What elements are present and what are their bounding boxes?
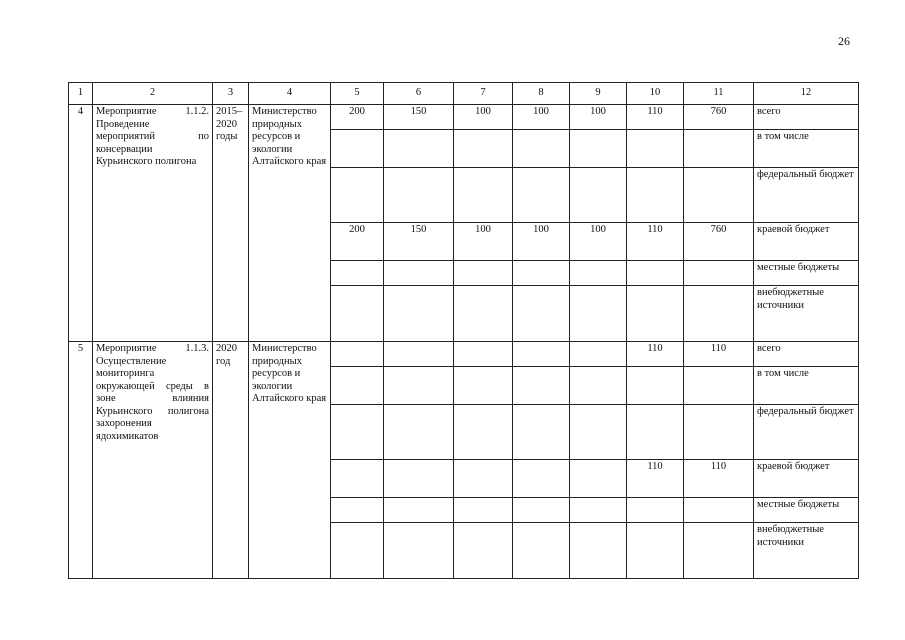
- table-row: [69, 342, 859, 367]
- activity-term: 2020 год: [213, 342, 249, 579]
- value-cell: 110: [684, 342, 754, 367]
- funding-source-cell: в том числе: [754, 130, 859, 168]
- funding-source-cell: внебюджетные источники: [754, 286, 859, 342]
- value-cell: 200: [331, 223, 384, 261]
- activity-name: Мероприятие 1.1.2. Проведение мероприятий по консервации Курьинского полигона: [93, 105, 213, 342]
- activity-executor: Министерство природных ресурсов и экологии Алтайского края: [249, 105, 331, 342]
- value-cell: [454, 460, 513, 498]
- value-cell: [384, 168, 454, 223]
- funding-source-cell: краевой бюджет: [754, 460, 859, 498]
- value-cell: 100: [513, 105, 570, 130]
- header-cell: 7: [454, 83, 513, 105]
- value-cell: [454, 130, 513, 168]
- value-cell: [570, 342, 627, 367]
- value-cell: [627, 405, 684, 460]
- funding-source-cell: всего: [754, 342, 859, 367]
- value-cell: [331, 130, 384, 168]
- funding-source-cell: в том числе: [754, 367, 859, 405]
- value-cell: [454, 523, 513, 579]
- value-cell: 110: [684, 460, 754, 498]
- value-cell: [513, 286, 570, 342]
- value-cell: [384, 286, 454, 342]
- activity-number: 4: [69, 105, 93, 342]
- value-cell: [513, 367, 570, 405]
- activity-name: Мероприятие 1.1.3. Осуществление мониторинга окружающей среды в зоне влияния Курьинского полигона захоронения ядохимикатов: [93, 342, 213, 579]
- value-cell: [384, 405, 454, 460]
- value-cell: [627, 168, 684, 223]
- value-cell: [454, 168, 513, 223]
- header-cell: 6: [384, 83, 454, 105]
- value-cell: [384, 498, 454, 523]
- value-cell: [684, 261, 754, 286]
- header-row: [69, 83, 859, 105]
- value-cell: [627, 523, 684, 579]
- value-cell: [331, 168, 384, 223]
- value-cell: [513, 498, 570, 523]
- value-cell: [684, 405, 754, 460]
- header-cell: 9: [570, 83, 627, 105]
- value-cell: 110: [627, 223, 684, 261]
- value-cell: [384, 460, 454, 498]
- header-cell: 11: [684, 83, 754, 105]
- value-cell: [454, 286, 513, 342]
- value-cell: [331, 498, 384, 523]
- activity-executor: Министерство природных ресурсов и экологии Алтайского края: [249, 342, 331, 579]
- header-cell: 10: [627, 83, 684, 105]
- value-cell: [684, 130, 754, 168]
- value-cell: 110: [627, 105, 684, 130]
- header-cell: 5: [331, 83, 384, 105]
- header-cell: 1: [69, 83, 93, 105]
- value-cell: 100: [454, 105, 513, 130]
- value-cell: [570, 405, 627, 460]
- funding-source-cell: федеральный бюджет: [754, 405, 859, 460]
- header-cell: 2: [93, 83, 213, 105]
- value-cell: [384, 523, 454, 579]
- value-cell: [570, 460, 627, 498]
- value-cell: [454, 498, 513, 523]
- value-cell: [684, 168, 754, 223]
- header-cell: 3: [213, 83, 249, 105]
- value-cell: [627, 261, 684, 286]
- funding-source-cell: краевой бюджет: [754, 223, 859, 261]
- funding-source-cell: внебюджетные источники: [754, 523, 859, 579]
- value-cell: 110: [627, 460, 684, 498]
- value-cell: 150: [384, 223, 454, 261]
- funding-source-cell: федеральный бюджет: [754, 168, 859, 223]
- value-cell: [331, 460, 384, 498]
- value-cell: 200: [331, 105, 384, 130]
- value-cell: [570, 286, 627, 342]
- value-cell: [513, 523, 570, 579]
- value-cell: [570, 523, 627, 579]
- value-cell: [627, 286, 684, 342]
- value-cell: 100: [513, 223, 570, 261]
- funding-source-cell: местные бюджеты: [754, 498, 859, 523]
- value-cell: [454, 261, 513, 286]
- value-cell: [684, 498, 754, 523]
- header-cell: 12: [754, 83, 859, 105]
- value-cell: [384, 367, 454, 405]
- value-cell: [513, 342, 570, 367]
- value-cell: [384, 261, 454, 286]
- value-cell: [684, 523, 754, 579]
- activity-term: 2015–2020 годы: [213, 105, 249, 342]
- value-cell: [331, 367, 384, 405]
- funding-source-cell: местные бюджеты: [754, 261, 859, 286]
- value-cell: [331, 261, 384, 286]
- value-cell: [627, 130, 684, 168]
- value-cell: [513, 405, 570, 460]
- value-cell: [627, 367, 684, 405]
- value-cell: [513, 460, 570, 498]
- value-cell: [331, 523, 384, 579]
- header-cell: 4: [249, 83, 331, 105]
- value-cell: [331, 342, 384, 367]
- header-cell: 8: [513, 83, 570, 105]
- value-cell: 760: [684, 223, 754, 261]
- value-cell: [513, 261, 570, 286]
- value-cell: [384, 342, 454, 367]
- value-cell: [513, 130, 570, 168]
- funding-source-cell: всего: [754, 105, 859, 130]
- value-cell: 110: [627, 342, 684, 367]
- value-cell: [331, 405, 384, 460]
- value-cell: [570, 261, 627, 286]
- value-cell: [570, 130, 627, 168]
- value-cell: [627, 498, 684, 523]
- funding-table: [68, 82, 859, 579]
- value-cell: 760: [684, 105, 754, 130]
- value-cell: [454, 342, 513, 367]
- value-cell: [570, 367, 627, 405]
- value-cell: [684, 286, 754, 342]
- value-cell: 100: [454, 223, 513, 261]
- value-cell: [684, 367, 754, 405]
- value-cell: 150: [384, 105, 454, 130]
- value-cell: [454, 367, 513, 405]
- value-cell: [513, 168, 570, 223]
- page-number: 26: [838, 34, 850, 48]
- value-cell: [570, 498, 627, 523]
- value-cell: 100: [570, 105, 627, 130]
- value-cell: [454, 405, 513, 460]
- value-cell: 100: [570, 223, 627, 261]
- activity-number: 5: [69, 342, 93, 579]
- table-row: [69, 105, 859, 130]
- activities-body: [69, 105, 859, 579]
- value-cell: [570, 168, 627, 223]
- value-cell: [331, 286, 384, 342]
- value-cell: [384, 130, 454, 168]
